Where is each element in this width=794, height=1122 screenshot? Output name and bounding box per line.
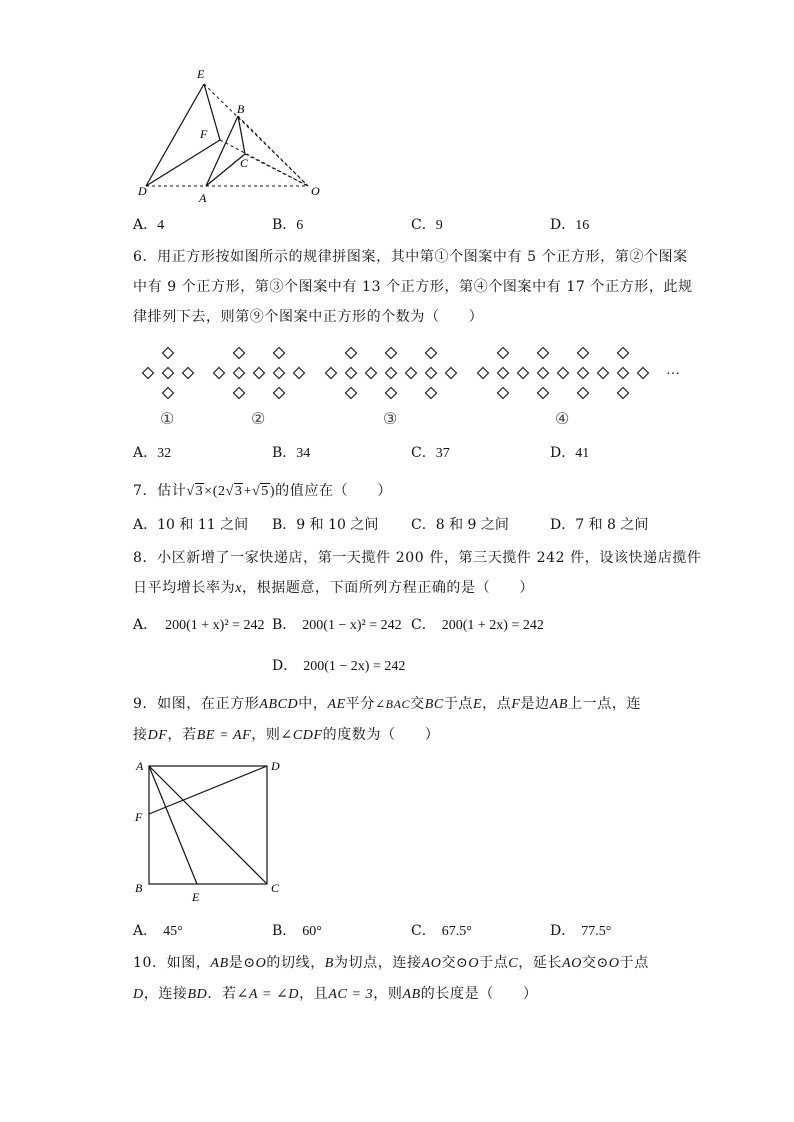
pattern-label-3: ③	[383, 411, 398, 428]
label-B: B	[237, 102, 245, 116]
label-B: B	[135, 881, 143, 895]
q9-option-b[interactable]: B． 60°	[272, 923, 322, 939]
q6-option-c[interactable]: C．37	[411, 445, 450, 461]
q6-option-a[interactable]: A．32	[133, 445, 172, 461]
q6-text-line3: 律排列下去，则第⑨个图案中正方形的个数为（ ）	[133, 309, 484, 325]
dashed-BO	[238, 116, 308, 186]
label-C: C	[240, 156, 249, 170]
q6-text-line2: 中有 9 个正方形，第③个图案中有 13 个正方形，第④个图案中有 17 个正方形，此规	[133, 279, 693, 295]
q7-option-b[interactable]: B．9 和 10 之间	[272, 517, 379, 533]
q8-option-b[interactable]: B． 200(1 − x)² = 242	[272, 617, 402, 633]
label-D: D	[138, 184, 147, 198]
q10-text-line1: 10．如图，AB是⊙O的切线，B为切点，连接AO交⊙O于点C，延长AO交⊙O于点	[133, 955, 649, 971]
label-F: F	[200, 127, 208, 141]
line-DE	[146, 84, 204, 186]
pattern-2	[214, 348, 305, 399]
q8-option-d[interactable]: D． 200(1 − 2x) = 242	[272, 658, 406, 674]
pattern-label-4: ④	[555, 411, 570, 428]
q8-option-c[interactable]: C． 200(1 + 2x) = 242	[411, 617, 544, 633]
label-A: A	[199, 191, 207, 205]
label-C: C	[271, 881, 280, 895]
q7-option-d[interactable]: D．7 和 8 之间	[550, 517, 649, 533]
q7-option-a[interactable]: A．10 和 11 之间	[133, 517, 249, 533]
pattern-3	[326, 348, 457, 399]
dashed-EO	[204, 84, 308, 186]
q5-option-c[interactable]: C．9	[411, 217, 443, 233]
pattern-label-2: ②	[251, 411, 266, 428]
line-AB	[206, 116, 238, 186]
q9-figure	[132, 757, 292, 907]
pattern-ellipsis: ···	[666, 367, 680, 382]
pattern-1	[143, 348, 194, 399]
label-F: F	[135, 810, 143, 824]
q8-text-line2: 日平均增长率为x，根据题意，下面所列方程正确的是（ ）	[133, 580, 535, 596]
label-D: D	[271, 759, 280, 773]
line-AC	[149, 766, 267, 884]
q9-option-a[interactable]: A． 45°	[133, 923, 183, 939]
q9-text-line2: 接DF，若BE = AF，则∠CDF的度数为（ ）	[133, 727, 440, 743]
q6-option-d[interactable]: D．41	[550, 445, 590, 461]
line-AE	[149, 766, 197, 884]
q5-option-a[interactable]: A．4	[133, 217, 165, 233]
q10-text-line2: D，连接BD．若∠A = ∠D，且AC = 3，则AB的长度是（ ）	[133, 986, 538, 1002]
dashed-CO	[245, 154, 308, 186]
pattern-4	[478, 348, 649, 399]
label-O: O	[311, 184, 320, 198]
q7-option-c[interactable]: C．8 和 9 之间	[411, 517, 509, 533]
label-A: A	[136, 759, 144, 773]
label-E: E	[192, 890, 200, 904]
q8-option-a[interactable]: A． 200(1 + x)² = 242	[133, 617, 265, 633]
q6-pattern-figure	[138, 342, 688, 430]
label-E: E	[197, 67, 205, 81]
q7-text: 7．估计√3×(2√3+√5)的值应在（ ）	[133, 483, 392, 499]
q8-text-line1: 8．小区新增了一家快递店，第一天揽件 200 件，第三天揽件 242 件，设该快递店揽件	[133, 550, 702, 566]
line-DF	[149, 766, 267, 814]
q6-option-b[interactable]: B．34	[272, 445, 311, 461]
q9-option-d[interactable]: D． 77.5°	[550, 923, 612, 939]
q5-option-b[interactable]: B．6	[272, 217, 304, 233]
q5-option-d[interactable]: D．16	[550, 217, 590, 233]
pattern-label-1: ①	[160, 411, 175, 428]
q5-figure	[136, 64, 326, 206]
q9-option-c[interactable]: C． 67.5°	[411, 923, 472, 939]
q9-text-line1: 9．如图，在正方形ABCD中，AE平分∠BAC交BC于点E，点F是边AB上一点，连	[133, 696, 642, 712]
q6-text-line1: 6．用正方形按如图所示的规律拼图案，其中第①个图案中有 5 个正方形，第②个图案	[133, 249, 688, 265]
